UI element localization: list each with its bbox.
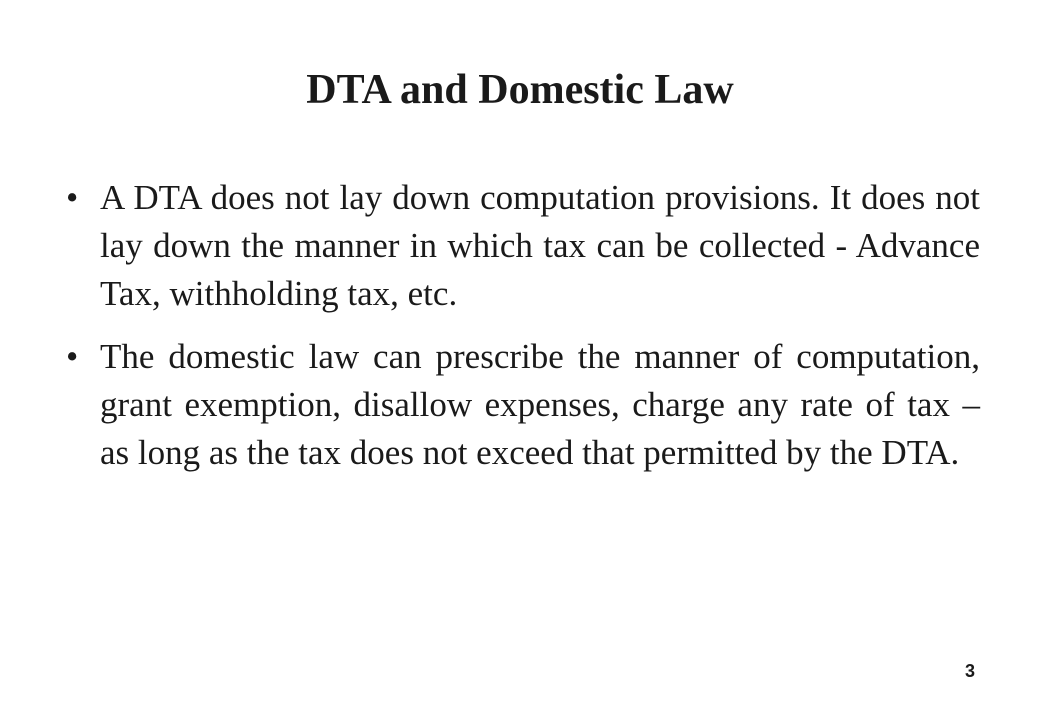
bullet-text: A DTA does not lay down computation provisions. It does not lay down the manner in which tax can be collected - Advance Tax, withholding tax, etc. [100, 178, 980, 313]
bullet-item [62, 174, 980, 318]
bullet-icon: • [66, 178, 79, 217]
bullet-item [62, 333, 980, 477]
bullet-text: The domestic law can prescribe the manner of computation, grant exemption, disallow expenses, charge any rate of tax – as long as the tax does not exceed that permitted by the DTA. [100, 337, 980, 472]
slide-title: DTA and Domestic Law [306, 67, 734, 113]
bullet-icon: • [66, 337, 79, 376]
bullet-list [62, 174, 980, 492]
page-number: 3 [964, 661, 975, 681]
